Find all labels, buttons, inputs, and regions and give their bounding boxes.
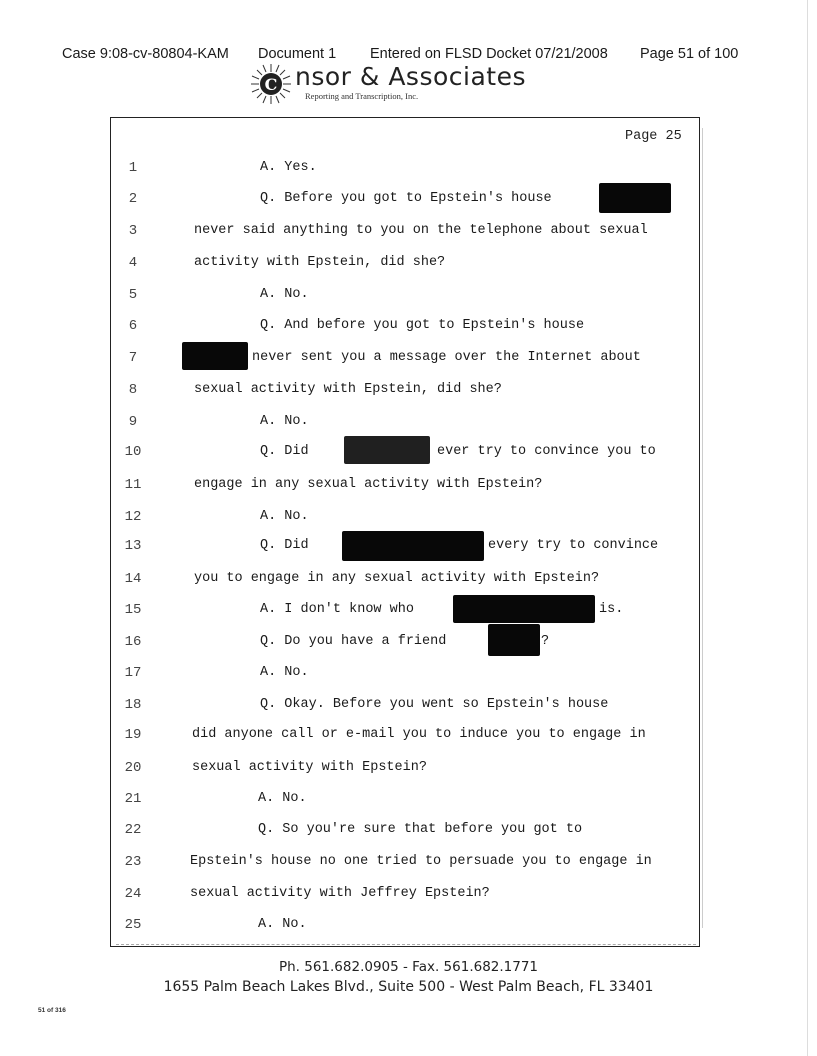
- line-number: 15: [124, 602, 142, 618]
- line-text: sexual activity with Epstein, did she?: [194, 382, 502, 397]
- sun-logo-icon: [249, 62, 293, 106]
- line-number: 6: [128, 318, 138, 334]
- line-text: never said anything to you on the telephone about sexual: [194, 223, 648, 238]
- line-text: A. No.: [260, 287, 309, 302]
- transcript-line: [0, 697, 817, 717]
- line-text-cont: ever try to convince you to: [437, 444, 656, 459]
- line-number: 8: [128, 382, 138, 398]
- transcript-line: [0, 760, 817, 780]
- line-number: 25: [124, 917, 142, 933]
- line-text: never sent you a message over the Internet about: [252, 350, 641, 365]
- line-number: 9: [128, 414, 138, 430]
- page-count: Page 51 of 100: [640, 46, 739, 62]
- transcript-line: [0, 822, 817, 842]
- reporter-logo: [245, 62, 545, 108]
- line-number: 7: [128, 350, 138, 366]
- line-number: 16: [124, 634, 142, 650]
- case-number: Case 9:08-cv-80804-KAM: [62, 46, 229, 62]
- logo-name: nsor & Associates: [295, 62, 526, 91]
- line-text: Q. Do you have a friend: [260, 634, 447, 649]
- redaction-block: [342, 531, 484, 561]
- line-text: A. No.: [258, 917, 307, 932]
- line-text: Q. Did: [260, 538, 309, 553]
- line-text: Q. Okay. Before you went so Epstein's house: [260, 697, 609, 712]
- docket-entry: Entered on FLSD Docket 07/21/2008: [370, 46, 608, 62]
- line-text-cont: ?: [541, 634, 550, 649]
- redaction-block: [488, 624, 540, 656]
- bates-number: 51 of 316: [38, 1007, 66, 1014]
- line-number: 10: [124, 444, 142, 460]
- transcript-line: [0, 634, 817, 654]
- transcript-line: [0, 917, 817, 937]
- line-text: sexual activity with Epstein?: [192, 760, 427, 775]
- footer-phone: Ph. 561.682.0905 - Fax. 561.682.1771: [278, 959, 539, 975]
- redaction-block: [182, 342, 248, 370]
- transcript-line: [0, 160, 817, 180]
- line-number: 12: [124, 509, 142, 525]
- redaction-block: [344, 436, 430, 464]
- transcript-page-label: Page 25: [625, 129, 682, 144]
- line-text: Q. Before you got to Epstein's house: [260, 191, 552, 206]
- transcript-line: [0, 886, 817, 906]
- line-text: did anyone call or e-mail you to induce you to engage in: [192, 727, 646, 742]
- line-number: 20: [124, 760, 142, 776]
- transcript-line: [0, 727, 817, 747]
- transcript-line: [0, 223, 817, 243]
- transcript-line: [0, 350, 817, 370]
- transcript-line: [0, 665, 817, 685]
- line-number: 11: [124, 477, 142, 493]
- line-number: 23: [124, 854, 142, 870]
- transcript-line: [0, 602, 817, 622]
- line-number: 1: [128, 160, 138, 176]
- transcript-line: [0, 318, 817, 338]
- line-number: 13: [124, 538, 142, 554]
- line-number: 2: [128, 191, 138, 207]
- line-text: Q. Did: [260, 444, 309, 459]
- line-number: 4: [128, 255, 138, 271]
- transcript-line: [0, 255, 817, 275]
- line-text: A. No.: [258, 791, 307, 806]
- line-number: 5: [128, 287, 138, 303]
- line-number: 17: [124, 665, 142, 681]
- line-number: 19: [124, 727, 142, 743]
- transcript-line: [0, 414, 817, 434]
- line-number: 14: [124, 571, 142, 587]
- transcript-line: [0, 191, 817, 211]
- transcript-line: [0, 791, 817, 811]
- line-text: Epstein's house no one tried to persuade you to engage in: [190, 854, 652, 869]
- scan-artifact: [116, 944, 696, 947]
- logo-subtitle: Reporting and Transcription, Inc.: [305, 91, 419, 101]
- transcript-line: [0, 382, 817, 402]
- transcript-line: [0, 509, 817, 529]
- document-number: Document 1: [258, 46, 337, 62]
- line-text-cont: is.: [599, 602, 624, 617]
- transcript-line: [0, 287, 817, 307]
- redaction-block: [599, 183, 671, 213]
- transcript-line: [0, 538, 817, 558]
- transcript-line: [0, 571, 817, 591]
- line-text: you to engage in any sexual activity with Epstein?: [194, 571, 600, 586]
- line-text: sexual activity with Jeffrey Epstein?: [190, 886, 490, 901]
- footer-address: 1655 Palm Beach Lakes Blvd., Suite 500 - West Palm Beach, FL 33401: [163, 979, 654, 995]
- transcript-line: [0, 444, 817, 464]
- line-text: Q. So you're sure that before you got to: [258, 822, 583, 837]
- line-number: 3: [128, 223, 138, 239]
- line-text: A. No.: [260, 665, 309, 680]
- line-text: activity with Epstein, did she?: [194, 255, 446, 270]
- line-number: 18: [124, 697, 142, 713]
- line-text: A. Yes.: [260, 160, 317, 175]
- redaction-block: [453, 595, 595, 623]
- line-text: engage in any sexual activity with Epstein?: [194, 477, 543, 492]
- transcript-line: [0, 854, 817, 874]
- line-number: 22: [124, 822, 142, 838]
- line-text: A. No.: [260, 414, 309, 429]
- line-text: Q. And before you got to Epstein's house: [260, 318, 585, 333]
- line-number: 21: [124, 791, 142, 807]
- line-text: A. No.: [260, 509, 309, 524]
- line-text-cont: every try to convince: [488, 538, 659, 553]
- svg-text:C: C: [264, 75, 278, 94]
- line-text: A. I don't know who: [260, 602, 414, 617]
- line-number: 24: [124, 886, 142, 902]
- transcript-line: [0, 477, 817, 497]
